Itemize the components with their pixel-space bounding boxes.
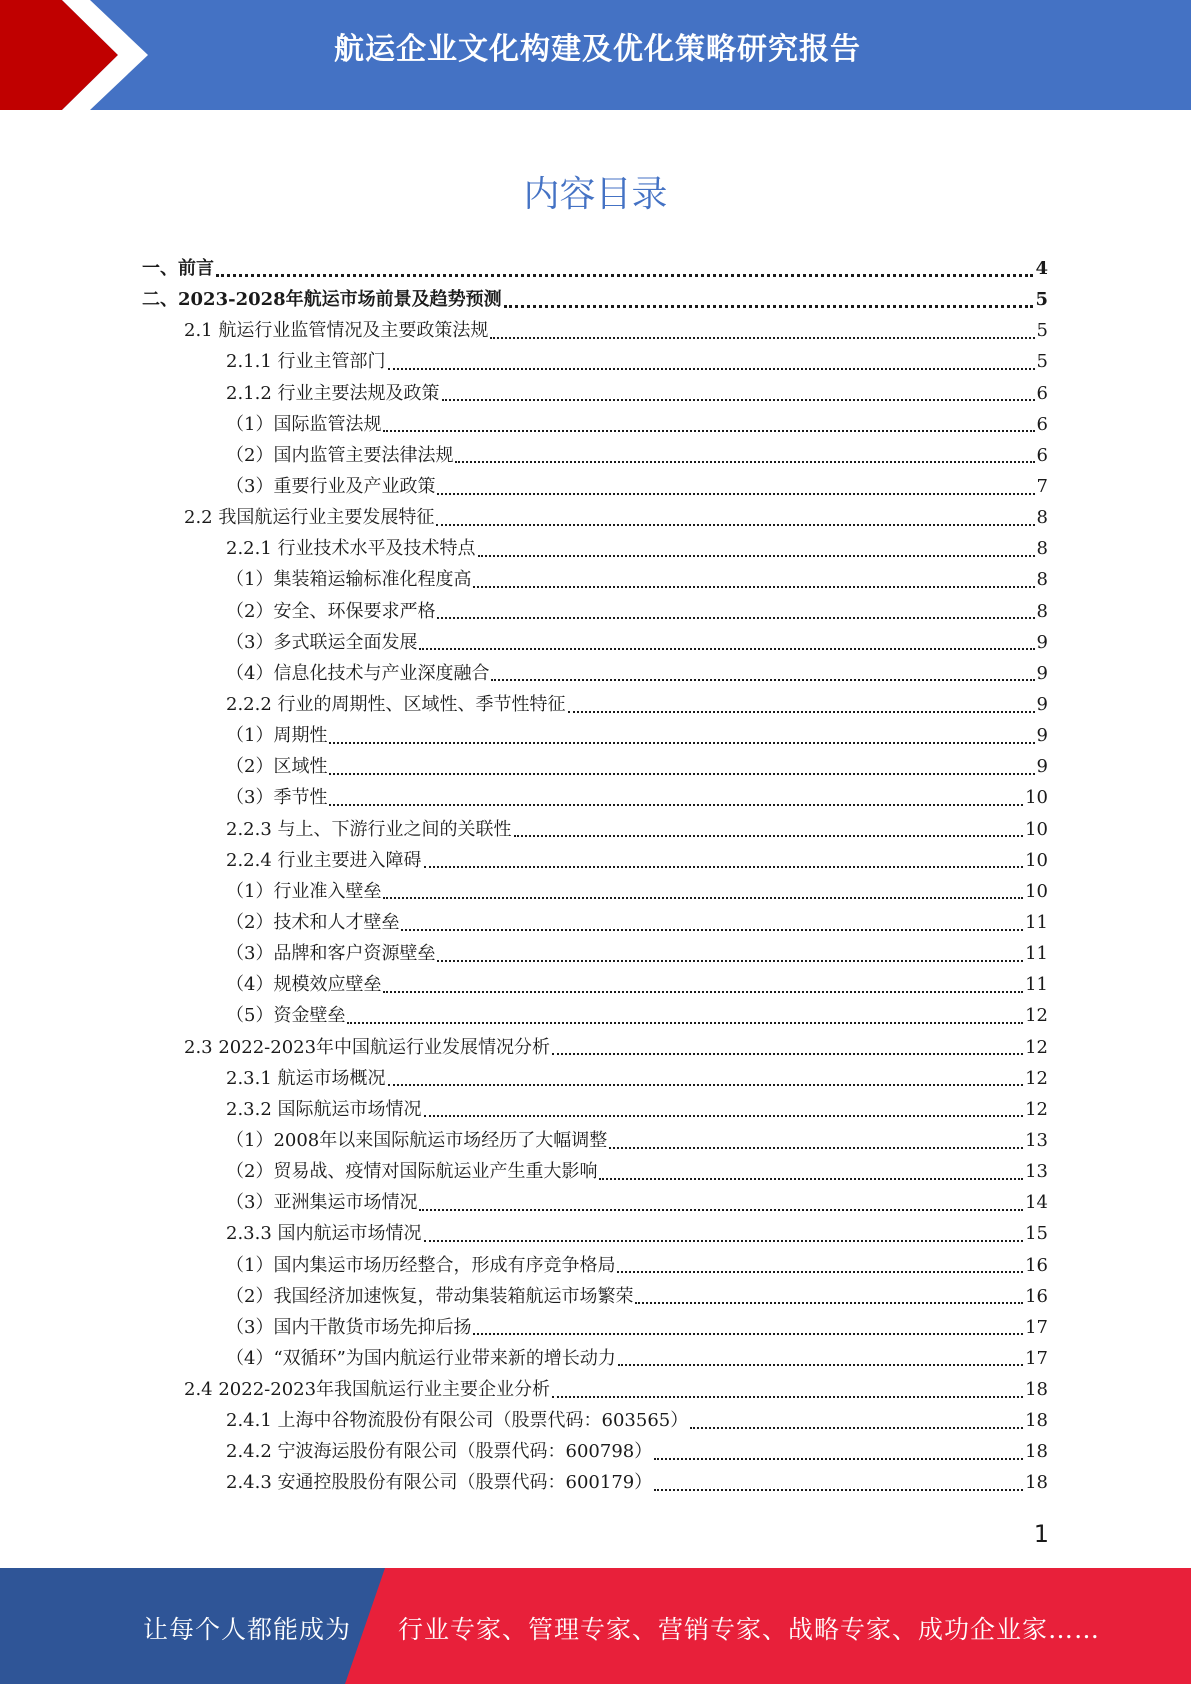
toc-entry-page: 7 (1036, 475, 1048, 497)
toc-entry[interactable] (142, 1000, 1048, 1031)
toc-entry-title: （3）亚洲集运市场情况 (226, 1192, 418, 1214)
toc-entry-title: 2.3.1 航运市场概况 (226, 1067, 386, 1089)
table-of-contents (142, 253, 1048, 1499)
toc-entry-page: 17 (1025, 1347, 1048, 1369)
toc-entry-title: 2.2 我国航运行业主要发展特征 (184, 507, 435, 529)
toc-dot-leader (383, 991, 1023, 993)
toc-entry-title: （3）季节性 (226, 787, 328, 809)
report-title: 航运企业文化构建及优化策略研究报告 (334, 32, 861, 67)
toc-entry-title: （4）“双循环”为国内航运行业带来新的增长动力 (226, 1347, 616, 1369)
toc-entry-page: 12 (1025, 1036, 1048, 1058)
toc-entry[interactable] (142, 720, 1048, 751)
toc-heading: 内容目录 (523, 174, 668, 215)
toc-entry-page: 5 (1035, 289, 1048, 311)
toc-entry-page: 11 (1025, 974, 1048, 996)
toc-entry-title: （2）我国经济加速恢复，带动集装箱航运市场繁荣 (226, 1285, 634, 1307)
toc-entry-page: 10 (1025, 787, 1048, 809)
toc-dot-leader (419, 648, 1034, 650)
toc-entry-title: （3）多式联运全面发展 (226, 631, 418, 653)
toc-entry-page: 12 (1025, 1067, 1048, 1089)
toc-entry-page: 9 (1036, 662, 1048, 684)
toc-entry-page: 9 (1036, 631, 1048, 653)
toc-entry[interactable] (142, 1374, 1048, 1405)
toc-entry-title: 2.2.1 行业技术水平及技术特点 (226, 538, 476, 560)
toc-entry-page: 18 (1025, 1472, 1048, 1494)
toc-entry-page: 10 (1025, 818, 1048, 840)
toc-entry-page: 10 (1025, 849, 1048, 871)
toc-entry[interactable] (142, 1343, 1048, 1374)
toc-dot-leader (329, 773, 1034, 775)
toc-dot-leader (654, 1458, 1023, 1460)
toc-entry[interactable] (142, 938, 1048, 969)
toc-entry[interactable] (142, 440, 1048, 471)
toc-dot-leader (419, 1209, 1023, 1211)
footer-slogan-left: 让每个人都能成为 (143, 1615, 352, 1644)
toc-entry[interactable] (142, 1405, 1048, 1436)
toc-entry-page: 18 (1025, 1410, 1048, 1432)
toc-entry[interactable] (142, 471, 1048, 502)
toc-dot-leader (473, 1333, 1023, 1335)
toc-entry-title: （3）国内干散货市场先抑后扬 (226, 1316, 472, 1338)
toc-entry[interactable] (142, 1250, 1048, 1281)
toc-entry-page: 9 (1036, 693, 1048, 715)
toc-dot-leader (437, 960, 1023, 962)
toc-entry-title: 2.3.3 国内航运市场情况 (226, 1223, 422, 1245)
toc-entry[interactable] (142, 1187, 1048, 1218)
toc-entry-title: 2.3 2022-2023年中国航运行业发展情况分析 (184, 1036, 551, 1058)
toc-entry[interactable] (142, 596, 1048, 627)
toc-entry-title: 2.2.3 与上、下游行业之间的关联性 (226, 818, 512, 840)
toc-entry-page: 16 (1025, 1254, 1048, 1276)
toc-entry[interactable] (142, 533, 1048, 564)
toc-entry-title: （2）区域性 (226, 756, 328, 778)
toc-dot-leader (609, 1147, 1023, 1149)
toc-dot-leader (329, 742, 1034, 744)
toc-entry[interactable] (142, 658, 1048, 689)
toc-dot-leader (478, 555, 1035, 557)
toc-dot-leader (424, 866, 1024, 868)
toc-entry-page: 5 (1036, 320, 1048, 342)
toc-entry-title: （2）贸易战、疫情对国际航运业产生重大影响 (226, 1161, 598, 1183)
toc-dot-leader (388, 368, 1035, 370)
toc-entry-title: （5）资金壁垒 (226, 1005, 346, 1027)
toc-entry-title: （4）信息化技术与产业深度融合 (226, 662, 490, 684)
toc-dot-leader (490, 337, 1034, 339)
toc-entry[interactable] (142, 1063, 1048, 1094)
toc-entry-page: 8 (1036, 569, 1048, 591)
toc-dot-leader (617, 1271, 1023, 1273)
toc-entry[interactable] (142, 564, 1048, 595)
toc-entry-page: 13 (1025, 1161, 1048, 1183)
toc-entry-page: 8 (1036, 538, 1048, 560)
toc-entry[interactable] (142, 315, 1048, 346)
toc-entry-page: 9 (1036, 756, 1048, 778)
toc-entry-title: （1）行业准入壁垒 (226, 880, 382, 902)
toc-dot-leader (635, 1302, 1023, 1304)
toc-entry-title: 2.4.3 安通控股股份有限公司（股票代码：600179） (226, 1472, 653, 1494)
toc-entry-page: 8 (1036, 600, 1048, 622)
toc-dot-leader (424, 1115, 1024, 1117)
toc-dot-leader (455, 461, 1034, 463)
toc-entry-page: 18 (1025, 1441, 1048, 1463)
toc-entry-page: 12 (1025, 1005, 1048, 1027)
toc-entry[interactable] (142, 1281, 1048, 1312)
toc-dot-leader (347, 1022, 1023, 1024)
toc-entry-title: （1）2008年以来国际航运市场经历了大幅调整 (226, 1129, 608, 1151)
toc-entry[interactable] (142, 876, 1048, 907)
toc-entry[interactable] (142, 689, 1048, 720)
toc-entry[interactable] (142, 1467, 1048, 1498)
toc-dot-leader (424, 1240, 1024, 1242)
page-header (0, 0, 1191, 110)
toc-entry[interactable] (142, 782, 1048, 813)
toc-entry[interactable] (142, 969, 1048, 1000)
toc-dot-leader (473, 586, 1034, 588)
toc-entry-title: （1）国际监管法规 (226, 413, 382, 435)
toc-entry[interactable] (142, 502, 1048, 533)
toc-dot-leader (442, 399, 1035, 401)
toc-entry[interactable] (142, 814, 1048, 845)
toc-entry-page: 6 (1036, 444, 1048, 466)
toc-entry-title: 2.4.1 上海中谷物流股份有限公司（股票代码：603565） (226, 1410, 689, 1432)
toc-entry-page: 6 (1036, 382, 1048, 404)
toc-dot-leader (599, 1178, 1023, 1180)
toc-dot-leader (437, 493, 1034, 495)
toc-entry-title: 2.1.1 行业主管部门 (226, 351, 386, 373)
toc-entry-title: 二、2023-2028年航运市场前景及趋势预测 (142, 289, 502, 311)
toc-entry-page: 10 (1025, 880, 1048, 902)
toc-dot-leader (329, 804, 1023, 806)
toc-entry[interactable] (142, 907, 1048, 938)
page-number: 1 (1033, 1520, 1049, 1548)
toc-entry-page: 12 (1025, 1098, 1048, 1120)
toc-entry-title: （1）周期性 (226, 725, 328, 747)
toc-dot-leader (504, 305, 1034, 308)
footer-slogan-right: 行业专家、管理专家、营销专家、战略专家、成功企业家…… (398, 1615, 1101, 1644)
toc-entry[interactable] (142, 1156, 1048, 1187)
toc-entry-title: 2.2.4 行业主要进入障碍 (226, 849, 422, 871)
toc-entry-title: （1）国内集运市场历经整合，形成有序竞争格局 (226, 1254, 616, 1276)
toc-dot-leader (388, 1084, 1024, 1086)
toc-dot-leader (437, 617, 1034, 619)
toc-entry-page: 6 (1036, 413, 1048, 435)
toc-dot-leader (514, 835, 1024, 837)
toc-entry[interactable] (142, 845, 1048, 876)
toc-entry-page: 13 (1025, 1129, 1048, 1151)
toc-entry-page: 8 (1036, 507, 1048, 529)
toc-dot-leader (568, 711, 1035, 713)
toc-dot-leader (401, 929, 1023, 931)
toc-entry-page: 17 (1025, 1316, 1048, 1338)
toc-entry-page: 18 (1025, 1379, 1048, 1401)
toc-entry-title: （2）安全、环保要求严格 (226, 600, 436, 622)
toc-entry-page: 15 (1025, 1223, 1048, 1245)
toc-entry[interactable] (142, 409, 1048, 440)
toc-entry-title: 2.3.2 国际航运市场情况 (226, 1098, 422, 1120)
toc-entry-title: （3）重要行业及产业政策 (226, 475, 436, 497)
toc-entry-title: 2.4.2 宁波海运股份有限公司（股票代码：600798） (226, 1441, 653, 1463)
toc-dot-leader (216, 274, 1033, 277)
toc-entry[interactable] (142, 253, 1048, 284)
toc-entry-title: 2.1 航运行业监管情况及主要政策法规 (184, 320, 489, 342)
toc-dot-leader (552, 1396, 1023, 1398)
toc-entry-title: 2.2.2 行业的周期性、区域性、季节性特征 (226, 693, 566, 715)
page-footer (0, 1568, 1191, 1684)
toc-entry[interactable] (142, 1094, 1048, 1125)
toc-entry[interactable] (142, 1125, 1048, 1156)
toc-dot-leader (436, 524, 1034, 526)
toc-entry[interactable] (142, 1032, 1048, 1063)
toc-entry[interactable] (142, 1436, 1048, 1467)
toc-dot-leader (690, 1427, 1023, 1429)
toc-dot-leader (383, 430, 1034, 432)
toc-entry-page: 5 (1036, 351, 1048, 373)
toc-entry-page: 16 (1025, 1285, 1048, 1307)
toc-entry-title: （2）国内监管主要法律法规 (226, 444, 454, 466)
toc-entry-page: 11 (1025, 911, 1048, 933)
toc-entry[interactable] (142, 378, 1048, 409)
toc-dot-leader (552, 1053, 1023, 1055)
toc-entry-title: （2）技术和人才壁垒 (226, 911, 400, 933)
toc-entry[interactable] (142, 1218, 1048, 1249)
toc-entry-title: 2.4 2022-2023年我国航运行业主要企业分析 (184, 1379, 551, 1401)
toc-entry-title: （3）品牌和客户资源壁垒 (226, 943, 436, 965)
toc-entry-page: 4 (1035, 258, 1048, 279)
toc-entry[interactable] (142, 751, 1048, 782)
toc-entry-title: 一、前言 (142, 258, 214, 279)
toc-entry[interactable] (142, 627, 1048, 658)
toc-entry-title: （4）规模效应壁垒 (226, 974, 382, 996)
toc-dot-leader (618, 1364, 1023, 1366)
toc-entry[interactable] (142, 346, 1048, 377)
toc-dot-leader (654, 1489, 1023, 1491)
toc-entry-title: 2.1.2 行业主要法规及政策 (226, 382, 440, 404)
toc-entry-page: 11 (1025, 943, 1048, 965)
toc-dot-leader (491, 679, 1034, 681)
toc-entry[interactable] (142, 284, 1048, 315)
toc-entry-title: （1）集装箱运输标准化程度高 (226, 569, 472, 591)
toc-entry-page: 9 (1036, 725, 1048, 747)
toc-entry[interactable] (142, 1312, 1048, 1343)
toc-entry-page: 14 (1025, 1192, 1048, 1214)
toc-dot-leader (383, 897, 1023, 899)
